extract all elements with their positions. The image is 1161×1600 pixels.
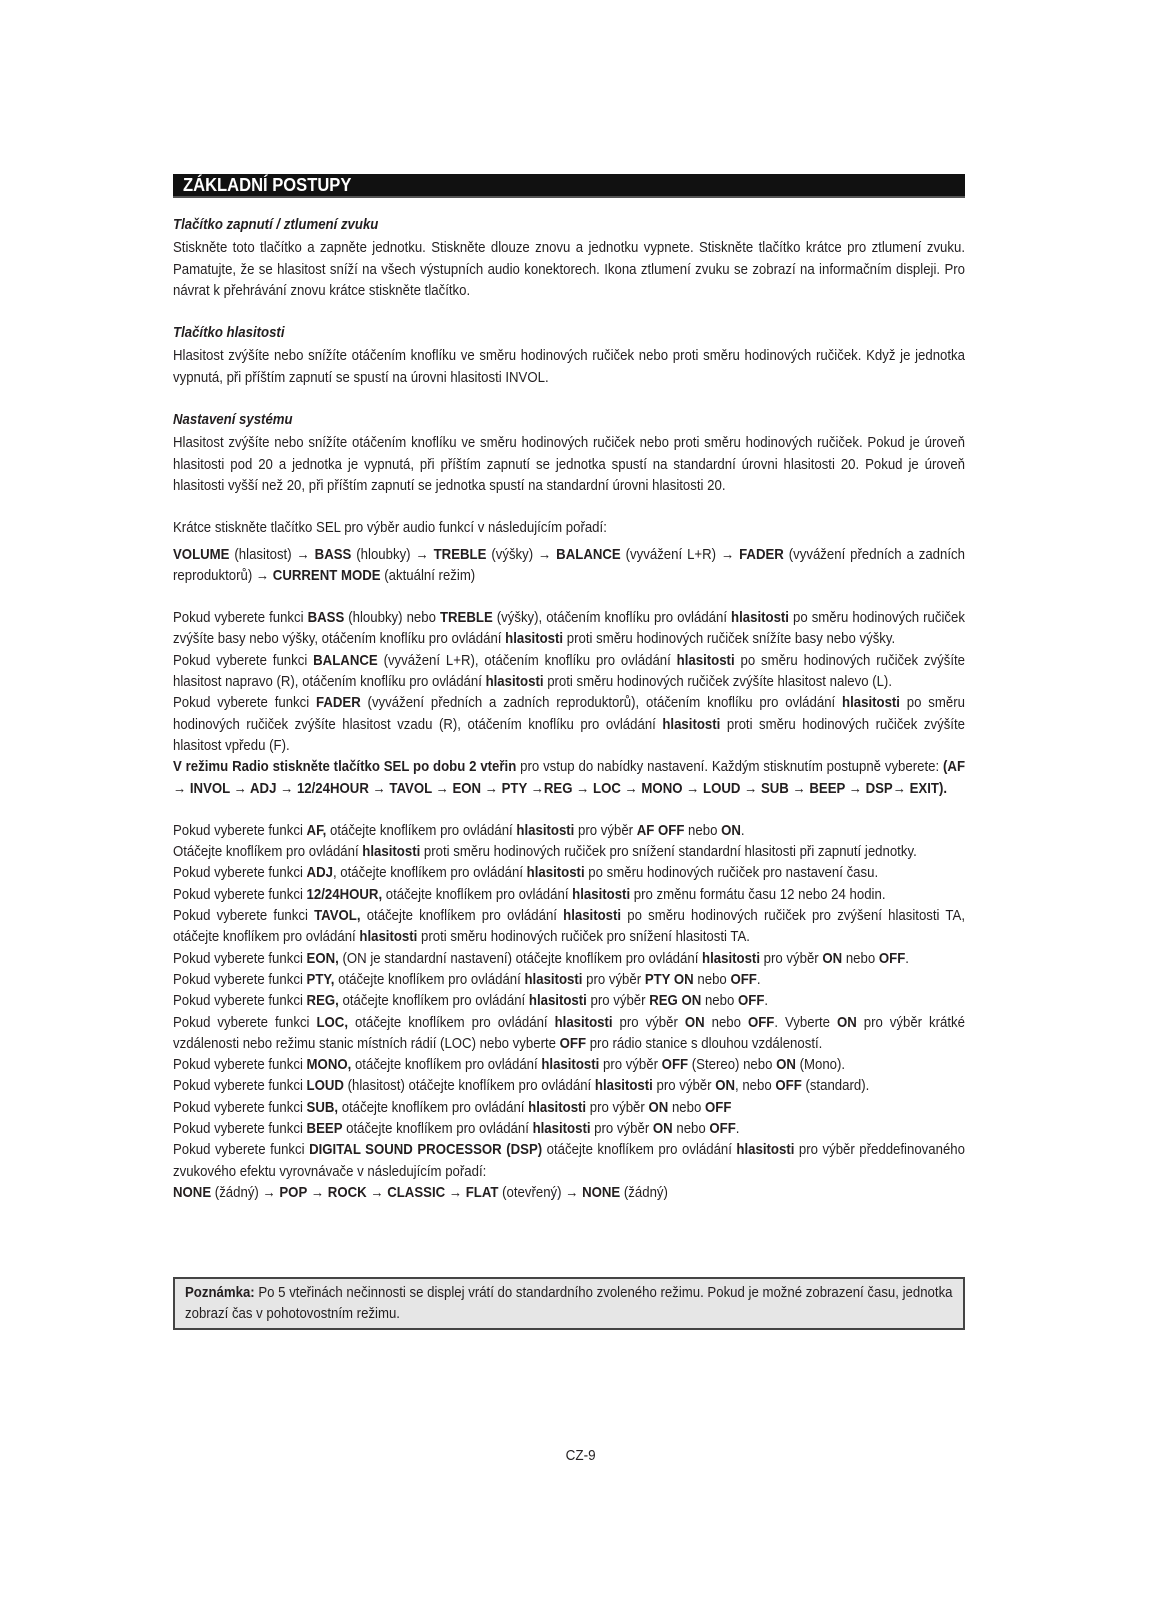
text-run: Pokud vyberete funkci — [173, 1119, 307, 1137]
bold-term: hlasitosti — [662, 715, 721, 733]
bold-term: FADER — [739, 545, 784, 563]
bold-term: hlasitosti — [572, 885, 631, 903]
text-run: Pokud vyberete funkci — [173, 970, 307, 988]
text-run: Krátce stiskněte tlačítko SEL pro výběr audio funkcí v následujícím pořadí: — [173, 519, 607, 537]
bold-term: hlasitosti — [554, 1013, 613, 1031]
bold-term: LOUD — [306, 1077, 344, 1095]
text-run: Pokud vyberete funkci — [173, 1077, 307, 1095]
subsection-heading — [173, 409, 965, 430]
note-box — [173, 1277, 965, 1330]
paragraph — [173, 1075, 965, 1096]
paragraph — [173, 862, 965, 883]
text-run: Hlasitost zvýšíte nebo snížíte otáčením knoflíku ve směru hodinových ručiček nebo proti směru hodinových ručiček. Pokud je úroveň hlasitosti pod 20 a jednotka je vypnutá, při příštím zapnutí se jednotka spustí na standardní úrovni hlasitosti 20. Pokud je úroveň hlasitosti vyšší než 20, při příštím zapnutí se jednotka spustí na standardní úrovni hlasitosti 20. — [173, 434, 965, 494]
paragraph — [173, 1054, 965, 1075]
text-run: (výšky), otáčením knoflíku pro ovládání — [492, 609, 732, 627]
subsection-heading — [173, 214, 965, 235]
text-run: nebo — [684, 821, 722, 839]
text-run: otáčejte knoflíkem pro ovládání — [382, 885, 573, 903]
bold-term: SUB, — [306, 1098, 339, 1116]
text-run: (ON je standardní nastavení) otáčejte knoflíkem pro ovládání — [338, 949, 703, 967]
text-run: nebo — [693, 970, 731, 988]
text-run: po směru hodinových ručiček pro nastavení času. — [584, 864, 879, 882]
text-run: Tlačítko zapnutí / ztlumení zvuku — [173, 216, 379, 233]
bold-term: BEEP — [306, 1119, 343, 1137]
text-run: proti směru hodinových ručiček zvýšíte hlasitost vpředu (F). — [173, 715, 965, 754]
text-run: . — [756, 970, 761, 988]
text-run: pro výběr — [582, 970, 645, 988]
text-run: . — [905, 949, 909, 967]
text-run: Pokud vyberete funkci — [173, 949, 307, 967]
text-run: pro výběr — [599, 1056, 662, 1074]
bold-term: (AF → INVOL → ADJ → 12/24HOUR → TAVOL → EON → PTY →REG → LOC → MONO → LOUD → SUB → BEEP → DSP→ EXIT). — [173, 758, 966, 797]
bold-term: MONO, — [306, 1056, 352, 1074]
text-run: otáčejte knoflíkem pro ovládání — [326, 821, 517, 839]
bold-term: FADER — [316, 694, 361, 712]
text-run: (hlasitost) otáčejte knoflíkem pro ovládání — [343, 1077, 595, 1095]
text-run: (aktuální režim) — [380, 566, 476, 584]
text-run: (vyvážení L+R), otáčením knoflíku pro ovládání — [377, 651, 677, 669]
bold-term: hlasitosti — [736, 1141, 795, 1159]
text-run: Tlačítko hlasitosti — [173, 324, 285, 342]
page-number-wrap — [0, 1447, 1161, 1464]
bold-term: ADJ — [306, 864, 333, 882]
text-run: (žádný) — [620, 1183, 668, 1201]
bold-term: hlasitosti — [362, 843, 421, 861]
bold-term: hlasitosti — [485, 673, 544, 691]
bold-term: V režimu Radio stiskněte tlačítko SEL po dobu 2 vteřin — [173, 758, 517, 776]
text-run: proti směru hodinových ručiček snížíte basy nebo výšky. — [563, 630, 896, 648]
bold-term: TAVOL, — [314, 907, 361, 925]
text-run: Pokud vyberete funkci — [173, 1013, 317, 1031]
bold-term: hlasitosti — [524, 970, 583, 988]
bold-term: CURRENT MODE — [272, 566, 381, 584]
bold-term: hlasitosti — [528, 1098, 587, 1116]
text-run: , nebo — [735, 1077, 776, 1095]
text-run: Pokud vyberete funkci — [173, 651, 314, 669]
paragraph — [173, 345, 965, 388]
bold-term: hlasitosti — [516, 821, 575, 839]
text-run: pro výběr předdefinovaného zvukového efektu vyrovnávače v následujícím pořadí: — [173, 1141, 965, 1180]
paragraph — [173, 432, 965, 496]
paragraph — [173, 607, 965, 650]
bold-term: OFF — [661, 1056, 689, 1074]
text-run: , otáčejte knoflíkem pro ovládání — [332, 864, 527, 882]
text-run: . Vyberte — [774, 1013, 837, 1031]
text-run: (standard). — [801, 1077, 870, 1095]
text-run: Pokud vyberete funkci — [173, 1056, 307, 1074]
text-run: Pokud vyberete funkci — [173, 992, 307, 1010]
text-run: pro změnu formátu času 12 nebo 24 hodin. — [630, 885, 886, 903]
bold-term: TREBLE — [439, 609, 493, 627]
bold-term: hlasitosti — [702, 949, 761, 967]
bold-term: BASS — [314, 545, 352, 563]
text-run: Pokud vyberete funkci — [173, 907, 315, 925]
paragraph — [173, 692, 965, 756]
text-run: otáčejte knoflíkem pro ovládání — [338, 1098, 529, 1116]
text-run: po směru hodinových ručiček zvýšíte basy nebo výšky, otáčením knoflíku pro ovládání — [173, 609, 965, 648]
section-title-bar — [173, 174, 965, 198]
text-run: pro výběr — [652, 1077, 716, 1095]
bold-term: hlasitosti — [731, 609, 789, 627]
bold-term: hlasitosti — [594, 1077, 653, 1095]
paragraph — [173, 1118, 965, 1139]
text-run: Pokud vyberete funkci — [173, 609, 308, 627]
text-run: Hlasitost zvýšíte nebo snížíte otáčením knoflíku ve směru hodinových ručiček nebo proti směru hodinových ručiček. Když je jednotka vypnutá, při příštím zapnutí se spustí na úrovni hlasitosti INVOL. — [173, 347, 965, 386]
bold-term: AF OFF — [636, 821, 685, 839]
bold-term: OFF — [878, 949, 906, 967]
bold-term: OFF — [730, 970, 757, 988]
text-run: pro rádio stanice s dlouhou vzdáleností. — [586, 1034, 823, 1052]
text-run: pro výběr — [586, 1098, 649, 1116]
bold-term: ON — [721, 821, 741, 839]
text-run: (vyvážení předních a zadních reproduktorů), otáčením knoflíku pro ovládání — [360, 694, 843, 712]
bold-term: hlasitosti — [541, 1056, 600, 1074]
text-run: Stiskněte toto tlačítko a zapněte jednotku. Stiskněte dlouze znovu a jednotku vypnete. Stiskněte tlačítko krátce pro ztlumení zvuku. Pamatujte, že se hlasitost sníží na všech výstupních audio konektorech. Ikona ztlumení zvuku se zobrazí na informačním displeji. Pro návrat k přehrávání znovu krátce stiskněte tlačítko. — [173, 239, 965, 299]
text-run: otáčejte knoflíkem pro ovládání — [360, 907, 564, 925]
bold-term: hlasitosti — [842, 694, 900, 712]
text-run: Otáčejte knoflíkem pro ovládání — [173, 843, 363, 861]
text-run: . — [764, 992, 769, 1010]
bold-term: ROCK — [327, 1183, 367, 1201]
paragraph — [173, 820, 965, 841]
bold-term: NONE — [173, 1183, 212, 1201]
bold-term: ON — [648, 1098, 669, 1116]
bold-term: BALANCE — [556, 545, 621, 563]
bold-term: hlasitosti — [676, 651, 735, 669]
text-run: pro výběr — [612, 1013, 685, 1031]
text-run: nebo — [672, 1119, 710, 1137]
text-run: po směru hodinových ručiček zvýšíte hlasitost vzadu (R), otáčením knoflíku pro ovládání — [173, 694, 965, 733]
bold-term: CLASSIC — [387, 1183, 446, 1201]
text-run: (vyvážení L+R) → — [620, 545, 740, 563]
text-run: Pokud vyberete funkci — [173, 1141, 310, 1159]
bold-term: OFF — [775, 1077, 802, 1095]
bold-term: EON, — [306, 949, 339, 967]
bold-term: ON — [715, 1077, 736, 1095]
bold-term: REG ON — [649, 992, 702, 1010]
text-run: (výšky) → — [486, 545, 557, 563]
bold-term: OFF — [709, 1119, 736, 1137]
document-body — [173, 214, 965, 1203]
paragraph — [173, 650, 965, 693]
paragraph — [173, 841, 965, 862]
text-run: otáčejte knoflíkem pro ovládání — [542, 1141, 737, 1159]
bold-term: BALANCE — [313, 651, 378, 669]
paragraph — [173, 1182, 965, 1203]
text-run: nebo — [704, 1013, 748, 1031]
text-run: Pokud vyberete funkci — [173, 821, 307, 839]
text-run: → — [445, 1183, 466, 1201]
text-run: pro výběr — [586, 992, 650, 1010]
paragraph — [173, 990, 965, 1011]
text-run: otáčejte knoflíkem pro ovládání — [338, 992, 529, 1010]
text-run: otáčejte knoflíkem pro ovládání — [348, 1013, 555, 1031]
bold-term: AF, — [306, 821, 327, 839]
bold-term: ON — [776, 1056, 796, 1074]
bold-term: hlasitosti — [563, 907, 622, 925]
bold-term: OFF — [738, 992, 765, 1010]
bold-term: OFF — [559, 1034, 587, 1052]
subsection-heading — [173, 322, 965, 343]
bold-term: ON — [836, 1013, 857, 1031]
text-run: (otevřený) → — [498, 1183, 583, 1201]
paragraph — [173, 969, 965, 990]
text-run: nebo — [701, 992, 739, 1010]
bold-term: REG, — [306, 992, 339, 1010]
bold-term: 12/24HOUR, — [306, 885, 383, 903]
text-run: proti směru hodinových ručiček pro snížení standardní hlasitosti při zapnutí jednotky. — [420, 843, 917, 861]
text-run: (vyvážení předních a zadních reproduktorů) → — [173, 545, 965, 584]
text-run: (hloubky) → — [351, 545, 434, 563]
text-run: otáčejte knoflíkem pro ovládání — [342, 1119, 533, 1137]
paragraph — [173, 1097, 965, 1118]
bold-term: PTY ON — [644, 970, 694, 988]
text-run: pro výběr — [760, 949, 823, 967]
paragraph — [173, 1012, 965, 1055]
text-run: otáčejte knoflíkem pro ovládání — [351, 1056, 542, 1074]
note-label: Poznámka: — [185, 1284, 255, 1301]
paragraph — [173, 756, 965, 799]
page-number: CZ-9 — [565, 1447, 596, 1464]
text-run: . — [735, 1119, 740, 1137]
bold-term: FLAT — [465, 1183, 499, 1201]
bold-term: DIGITAL SOUND PROCESSOR (DSP) — [309, 1141, 543, 1159]
text-run: nebo — [668, 1098, 705, 1116]
bold-term: hlasitosti — [528, 992, 587, 1010]
bold-term: hlasitosti — [526, 864, 585, 882]
paragraph — [173, 237, 965, 301]
paragraph — [173, 905, 965, 948]
text-run: pro vstup do nabídky nastavení. Každým stisknutím postupně vyberete: — [516, 758, 944, 776]
text-run: Nastavení systému — [173, 411, 293, 429]
bold-term: POP — [279, 1183, 308, 1201]
text-run: pro výběr — [574, 821, 637, 839]
text-run: otáčejte knoflíkem pro ovládání — [334, 970, 525, 988]
paragraph — [173, 948, 965, 969]
bold-term: hlasitosti — [505, 630, 564, 648]
text-run: Pokud vyberete funkci — [173, 1098, 307, 1116]
text-run: (žádný) → — [211, 1183, 280, 1201]
bold-term: PTY, — [306, 970, 335, 988]
bold-term: ON — [684, 1013, 705, 1031]
text-run: → — [307, 1183, 328, 1201]
bold-term: hlasitosti — [359, 928, 418, 946]
bold-term: LOC, — [316, 1013, 349, 1031]
text-run: pro výběr krátké vzdálenosti nebo režimu stanic místních rádií (LOC) nebo vyberte — [173, 1013, 965, 1052]
bold-term: VOLUME — [173, 545, 230, 563]
note-text: Po 5 vteřinách nečinnosti se displej vrátí do standardního zvoleného režimu. Pokud je možné zobrazení času, jednotka zobrazí čas v pohotovostním režimu. — [185, 1284, 953, 1323]
text-run: proti směru hodinových ručiček zvýšíte hlasitost nalevo (L). — [543, 673, 893, 691]
text-run: po směru hodinových ručiček pro zvýšení hlasitosti TA, otáčejte knoflíkem pro ovládání — [173, 907, 965, 946]
text-run: Pokud vyberete funkci — [173, 864, 307, 882]
text-run: → — [366, 1183, 388, 1201]
bold-term: OFF — [704, 1098, 732, 1116]
text-run: Pokud vyberete funkci — [173, 885, 307, 903]
bold-term: ON — [822, 949, 843, 967]
paragraph — [173, 884, 965, 905]
text-run: (hloubky) nebo — [344, 609, 440, 627]
paragraph — [173, 544, 965, 587]
text-run: pro výběr — [590, 1119, 653, 1137]
text-run: (Mono). — [795, 1056, 846, 1074]
text-run: (Stereo) nebo — [688, 1056, 777, 1074]
bold-term: OFF — [747, 1013, 775, 1031]
text-run: . — [740, 821, 745, 839]
paragraph — [173, 517, 965, 538]
bold-term: ON — [652, 1119, 673, 1137]
text-run: proti směru hodinových ručiček pro snížení hlasitosti TA. — [417, 928, 750, 946]
bold-term: BASS — [307, 609, 345, 627]
bold-term: TREBLE — [433, 545, 487, 563]
text-run: nebo — [842, 949, 879, 967]
bold-term: hlasitosti — [532, 1119, 591, 1137]
bold-term: NONE — [582, 1183, 621, 1201]
section-title: ZÁKLADNÍ POSTUPY — [183, 175, 352, 195]
text-run: (hlasitost) → — [229, 545, 315, 563]
text-run: po směru hodinových ručiček zvýšíte hlasitost napravo (R), otáčením knoflíku pro ovládání — [173, 651, 965, 691]
text-run: Pokud vyberete funkci — [173, 694, 316, 712]
paragraph — [173, 1139, 965, 1182]
